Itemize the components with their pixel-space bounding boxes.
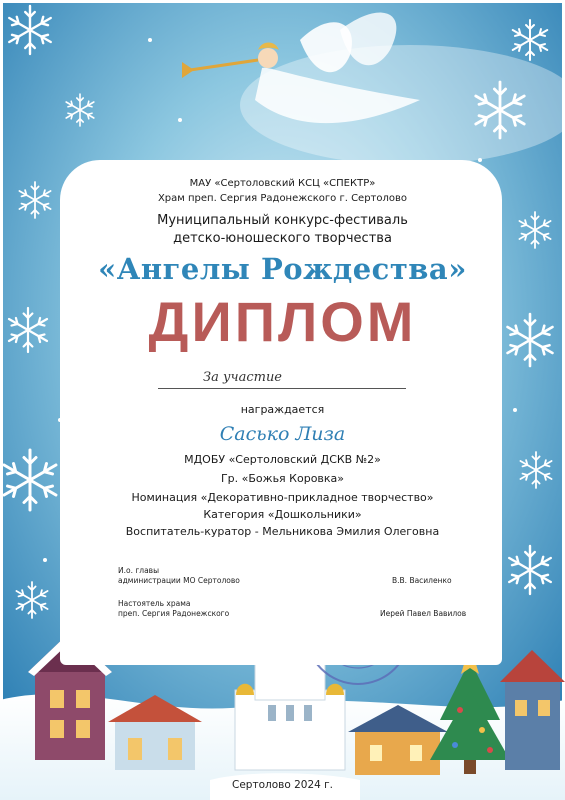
signatory-1-title-line-2: администрации МО Сертолово [118, 576, 240, 585]
curator: Воспитатель-куратор - Мельникова Эмилия Олеговна [125, 525, 440, 538]
awarded-label: награждается [240, 403, 325, 416]
festival-title: «Ангелы Рождества» [98, 252, 467, 286]
signatory-2-title [118, 599, 229, 619]
signatory-1-title-line-1: И.о. главы [118, 566, 160, 575]
award-reason-underline [158, 388, 406, 389]
category: Категория «Дошкольники» [203, 508, 362, 521]
signatory-2-title-line-1: Настоятель храма [118, 599, 191, 608]
signatory-1-name: В.В. Василенко [392, 576, 452, 585]
nomination: Номинация «Декоративно-прикладное творчество» [131, 491, 434, 504]
award-reason: За участие [202, 370, 283, 385]
signatory-2-name: Иерей Павел Вавилов [380, 609, 467, 618]
organizer-line-2: Храм преп. Сергия Радонежского г. Сертолово [157, 193, 408, 204]
recipient-name: Сасько Лиза [219, 423, 346, 445]
footer-place-year: Сертолово 2024 г. [232, 779, 333, 791]
contest-line-2: детско-юношеского творчества [173, 231, 392, 246]
signatory-1-title [118, 566, 240, 586]
institution: МДОБУ «Сертоловский ДСКВ №2» [184, 453, 381, 466]
contest-line-1: Муниципальный конкурс-фестиваль [157, 213, 408, 228]
organizer-line-1: МАУ «Сертоловский КСЦ «СПЕКТР» [189, 178, 376, 189]
signatory-2-title-line-2: преп. Сергия Радонежского [118, 609, 230, 618]
group: Гр. «Божья Коровка» [220, 472, 345, 485]
diploma-title: ДИПЛОМ [148, 290, 417, 353]
